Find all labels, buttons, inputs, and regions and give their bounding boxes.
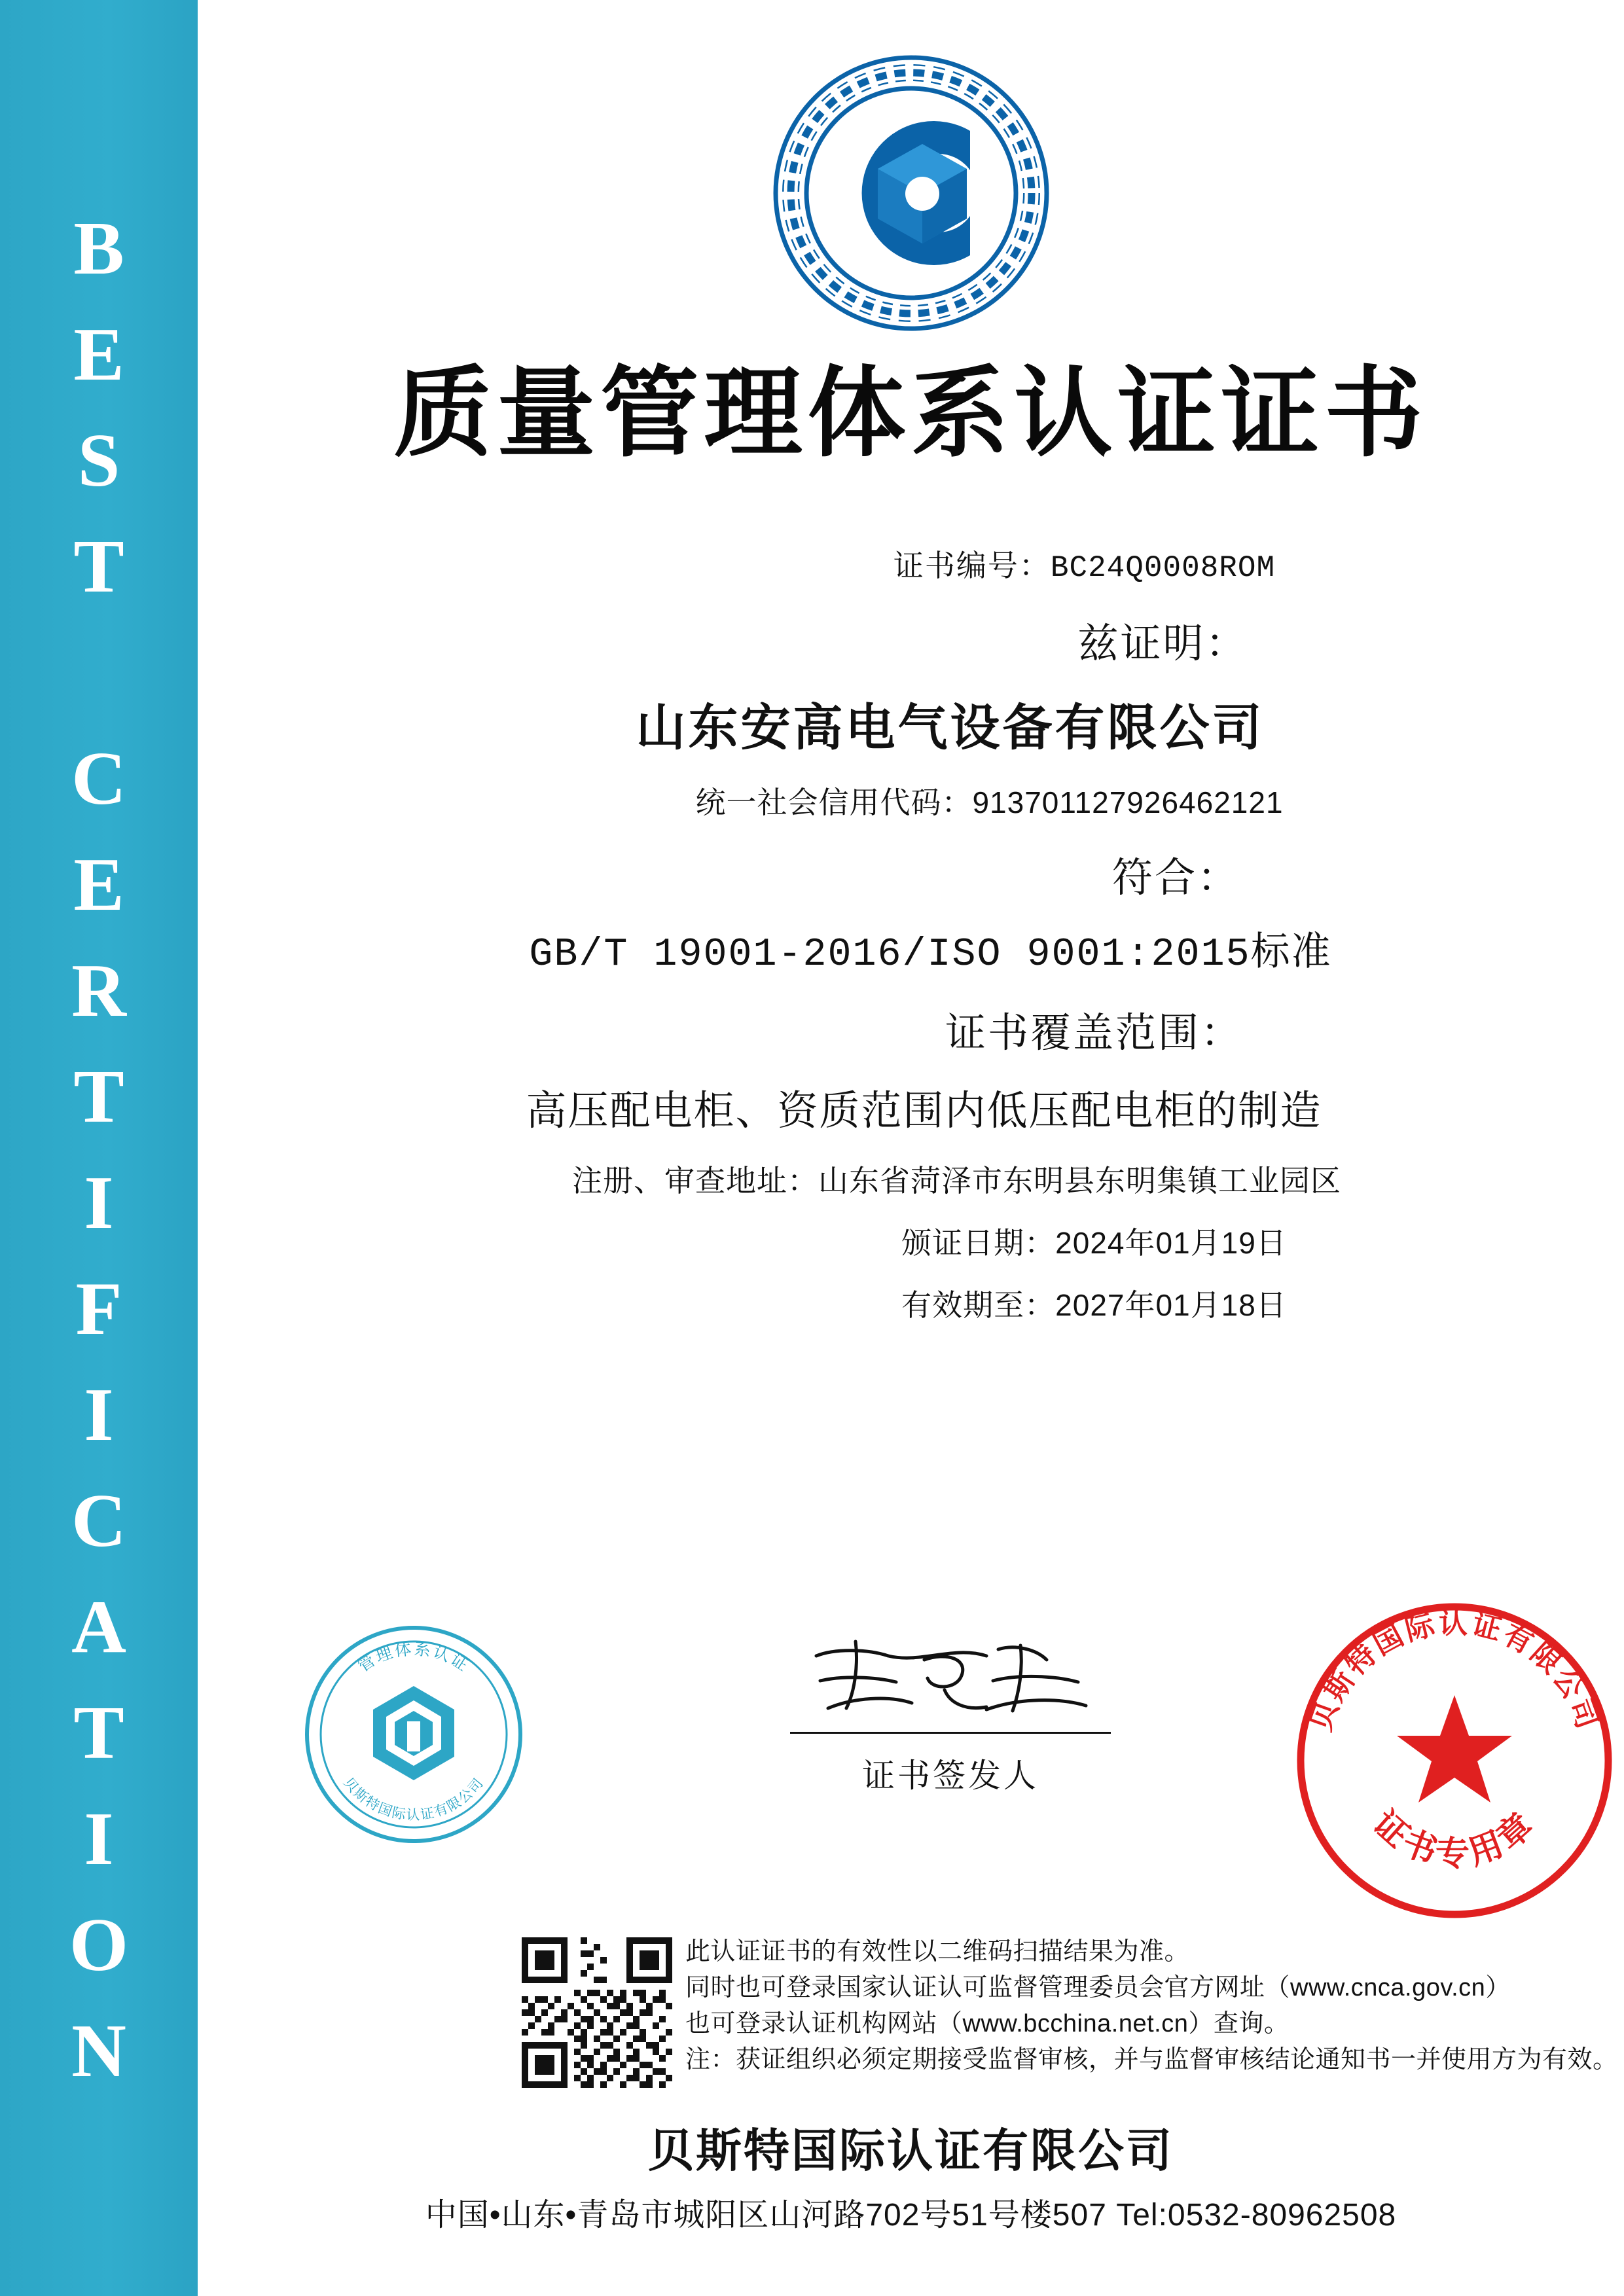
issuing-organization-address: 中国•山东•青岛市城阳区山河路702号51号楼507 Tel:0532-80962508 [425, 2198, 1397, 2233]
valid-until-date: 有效期至：2027年01月18日 [901, 1288, 1287, 1322]
signature-area [774, 1630, 1127, 1797]
company-name: 山东安高电气设备有限公司 [636, 700, 1265, 756]
red-seal-top-text: 贝斯特国际认证有限公司 [1305, 1607, 1604, 1736]
unified-social-credit-code: 统一社会信用代码：913701127926462121 [695, 785, 1284, 819]
note-line-1: 此认证证书的有效性以二维码扫描结果为准。 [685, 1938, 1190, 1965]
note-line-3: 也可登录认证机构网站（www.bcchina.net.cn）查询。 [685, 2010, 1290, 2038]
registered-address: 注册、审查地址：山东省菏泽市东明县东明集镇工业园区 [572, 1164, 1341, 1198]
qr-code[interactable] [522, 1937, 672, 2088]
seal-bottom-text: 贝斯特国际认证有限公司 [340, 1775, 487, 1823]
signature-mark [790, 1630, 1111, 1728]
qr-code-svg [522, 1937, 672, 2088]
note-line-4: 注：获证组织必须定期接受监督审核，并与监督审核结论通知书一并使用方为有效。 [685, 2046, 1618, 2074]
svg-text:贝斯特国际认证有限公司 [340, 1775, 487, 1823]
validity-notes [685, 1934, 1618, 2078]
signature-label: 证书签发人 [862, 1757, 1039, 1794]
signature-rule [790, 1732, 1111, 1734]
certificate-number-label: 证书编号： [893, 548, 1051, 583]
note-line-2: 同时也可登录国家认证认可监督管理委员会官方网址（www.cnca.gov.cn） [685, 1974, 1511, 2002]
conformity-label: 符合： [1111, 855, 1240, 901]
svg-text:证书专用章 [1365, 1804, 1543, 1873]
page-title: 质量管理体系认证证书 [393, 358, 1428, 468]
official-red-seal-svg [1291, 1597, 1618, 1924]
brand-vertical-text: BEST CERTIFICATION [57, 207, 141, 2115]
certificate-number-line [545, 543, 1624, 591]
star-icon [1397, 1695, 1512, 1803]
issuing-organization: 贝斯特国际认证有限公司 [648, 2125, 1174, 2176]
logo-svg [770, 52, 1052, 334]
accreditation-seal [302, 1623, 525, 1846]
official-red-seal [1291, 1597, 1618, 1924]
accreditation-seal-svg [302, 1623, 525, 1846]
standard-reference: GB/T 19001-2016/ISO 9001:2015标准 [529, 933, 1332, 977]
scope-value: 高压配电柜、资质范围内低压配电柜的制造 [526, 1088, 1322, 1134]
certificate-page [198, 0, 1624, 2296]
certificate-number-value: BC24Q0008ROM [1050, 551, 1276, 585]
brand-vertical-text-wrap [0, 0, 198, 2296]
red-seal-bottom-text: 证书专用章 [1365, 1804, 1543, 1873]
hereby-label: 兹证明： [1077, 621, 1248, 666]
scope-label: 证书覆盖范围： [945, 1011, 1243, 1056]
seal-top-text: 管理体系认证 [355, 1640, 473, 1676]
svg-text:管理体系认证 [355, 1640, 473, 1676]
certificate-body [198, 543, 1624, 1328]
issue-date: 颁证日期：2024年01月19日 [901, 1226, 1287, 1260]
bc-monogram-logo [770, 52, 1052, 334]
left-accent-band [0, 0, 198, 2296]
